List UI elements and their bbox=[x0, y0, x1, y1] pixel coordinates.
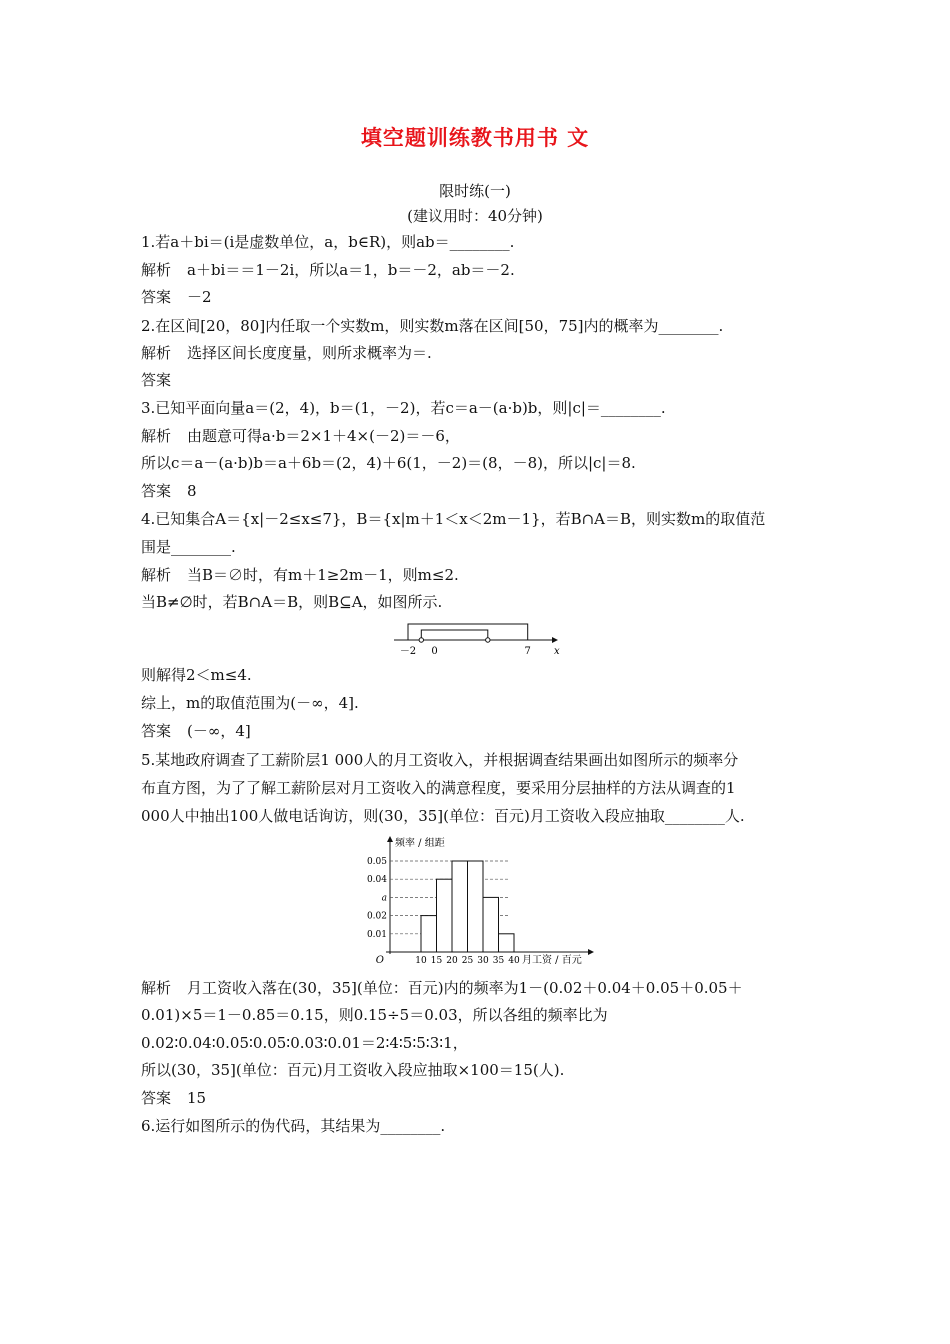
question-3: 3.已知平面向量a＝(2，4)，b＝(1，－2)，若c＝a－(a·b)b，则|c|＝________. bbox=[141, 399, 666, 417]
answer-4 bbox=[141, 721, 251, 741]
question-5-line-2: 布直方图，为了了解工薪阶层对月工资收入的满意程度，要采用分层抽样的方法从调查的1 bbox=[141, 779, 736, 797]
y-tick-label: 0.04 bbox=[366, 875, 387, 886]
number-line-arrow bbox=[552, 637, 558, 643]
number-line-figure bbox=[390, 618, 560, 658]
analysis-3 bbox=[141, 426, 460, 446]
answer-3 bbox=[141, 481, 197, 501]
analysis-label: 解析 bbox=[141, 261, 172, 279]
analysis-1 bbox=[141, 260, 515, 280]
x-tick-label: 10 bbox=[415, 956, 427, 966]
number-line-axis-label: x bbox=[554, 646, 560, 657]
analysis-4 bbox=[141, 565, 459, 585]
answer-label: 答案 bbox=[141, 1089, 172, 1107]
answer-1 bbox=[141, 287, 212, 307]
answer-4-text: (－∞，4] bbox=[187, 722, 251, 740]
answer-5-text: 15 bbox=[187, 1089, 207, 1107]
set-b-right-endpoint bbox=[486, 638, 490, 642]
histogram-bar bbox=[468, 861, 484, 952]
origin-label: O bbox=[375, 955, 384, 966]
y-axis-arrow bbox=[387, 836, 393, 842]
analysis-3-line-2: 所以c＝a－(a·b)b＝a＋6b＝(2，4)＋6(1，－2)＝(8，－8)，所以|c|＝8. bbox=[141, 454, 636, 472]
question-5: 5.某地政府调查了工薪阶层1 000人的月工资收入，并根据调查结果画出如图所示的频率分 bbox=[141, 751, 739, 769]
answer-3-text: 8 bbox=[187, 482, 197, 500]
analysis-5-line-4: 所以(30，35](单位：百元)月工资收入段应抽取×100＝15(人). bbox=[141, 1061, 565, 1079]
question-4: 4.已知集合A＝{x|－2≤x≤7}，B＝{x|m＋1＜x＜2m－1}，若B∩A＝B，则实数m的取值范 bbox=[141, 510, 766, 528]
analysis-2-text: 选择区间长度度量，则所求概率为＝. bbox=[187, 344, 432, 362]
y-tick-label: 0.02 bbox=[366, 911, 387, 922]
answer-2 bbox=[141, 370, 187, 390]
question-4-line-2: 围是________. bbox=[141, 538, 236, 556]
set-b-bracket bbox=[421, 630, 488, 640]
analysis-label: 解析 bbox=[141, 427, 172, 445]
number-line-tick-label: －2 bbox=[399, 646, 417, 657]
x-tick-label: 40 bbox=[508, 956, 520, 966]
answer-label: 答案 bbox=[141, 722, 172, 740]
analysis-4-line-4: 综上，m的取值范围为(－∞，4]. bbox=[141, 694, 359, 712]
histogram-bar bbox=[452, 861, 468, 952]
y-axis-label: 频率 / 组距 bbox=[395, 838, 445, 849]
x-axis-label: 月工资 / 百元 bbox=[522, 955, 582, 966]
answer-1-text: －2 bbox=[187, 288, 212, 306]
analysis-label: 解析 bbox=[141, 344, 172, 362]
number-line-tick-label: 0 bbox=[431, 646, 438, 657]
time-hint: (建议用时：40分钟) bbox=[407, 207, 543, 225]
analysis-4-text: 当B＝∅时，有m＋1≥2m－1，则m≤2. bbox=[187, 566, 459, 584]
answer-label: 答案 bbox=[141, 288, 172, 306]
histogram-bar bbox=[483, 897, 499, 952]
histogram-bar bbox=[437, 879, 453, 952]
analysis-5-line-2: 0.01)×5＝1－0.85＝0.15，则0.15÷5＝0.03，所以各组的频率比为 bbox=[141, 1006, 608, 1024]
histogram-bar bbox=[421, 916, 437, 952]
question-2: 2.在区间[20，80]内任取一个实数m，则实数m落在区间[50，75]内的概率为________. bbox=[141, 317, 724, 335]
set-b-left-endpoint bbox=[419, 638, 423, 642]
x-tick-label: 20 bbox=[446, 956, 458, 966]
analysis-label: 解析 bbox=[141, 979, 172, 997]
analysis-5 bbox=[141, 978, 743, 998]
y-tick-label: 0.01 bbox=[366, 929, 387, 940]
x-axis-arrow bbox=[588, 949, 594, 955]
question-6: 6.运行如图所示的伪代码，其结果为________. bbox=[141, 1117, 446, 1135]
x-tick-label: 35 bbox=[492, 956, 505, 966]
x-tick-label: 15 bbox=[430, 956, 443, 966]
analysis-4-line-3: 则解得2＜m≤4. bbox=[141, 666, 252, 684]
set-a-bracket bbox=[408, 624, 528, 640]
x-tick-label: 30 bbox=[477, 956, 489, 966]
question-5-line-3: 000人中抽出100人做电话询访，则(30，35](单位：百元)月工资收入段应抽取________人. bbox=[141, 807, 745, 825]
answer-label: 答案 bbox=[141, 371, 172, 389]
answer-5 bbox=[141, 1088, 206, 1108]
frequency-histogram bbox=[352, 832, 602, 972]
y-tick-label: a bbox=[381, 893, 387, 904]
analysis-5-text: 月工资收入落在(30，35](单位：百元)内的频率为1－(0.02＋0.04＋0.05＋0.05＋ bbox=[187, 979, 743, 997]
x-tick-label: 25 bbox=[461, 956, 474, 966]
answer-label: 答案 bbox=[141, 482, 172, 500]
analysis-4-line-2: 当B≠∅时，若B∩A＝B，则B⊆A，如图所示. bbox=[141, 593, 443, 611]
analysis-3-text: 由题意可得a·b＝2×1＋4×(－2)＝－6， bbox=[187, 427, 460, 445]
analysis-1-text: a＋bi＝＝1－2i，所以a＝1，b＝－2，ab＝－2. bbox=[187, 261, 515, 279]
y-tick-label: 0.05 bbox=[366, 857, 387, 867]
analysis-5-line-3: 0.02∶0.04∶0.05∶0.05∶0.03∶0.01＝2∶4∶5∶5∶3∶1， bbox=[141, 1034, 468, 1052]
document-title: 填空题训练教书用书 文 bbox=[360, 125, 590, 150]
histogram-bar bbox=[499, 934, 515, 952]
question-1: 1.若a＋bi＝(i是虚数单位，a，b∈R)，则ab＝________. bbox=[141, 233, 515, 251]
analysis-2 bbox=[141, 343, 432, 363]
section-title: 限时练(一) bbox=[439, 182, 511, 200]
number-line-tick-label: 7 bbox=[524, 646, 531, 657]
analysis-label: 解析 bbox=[141, 566, 172, 584]
